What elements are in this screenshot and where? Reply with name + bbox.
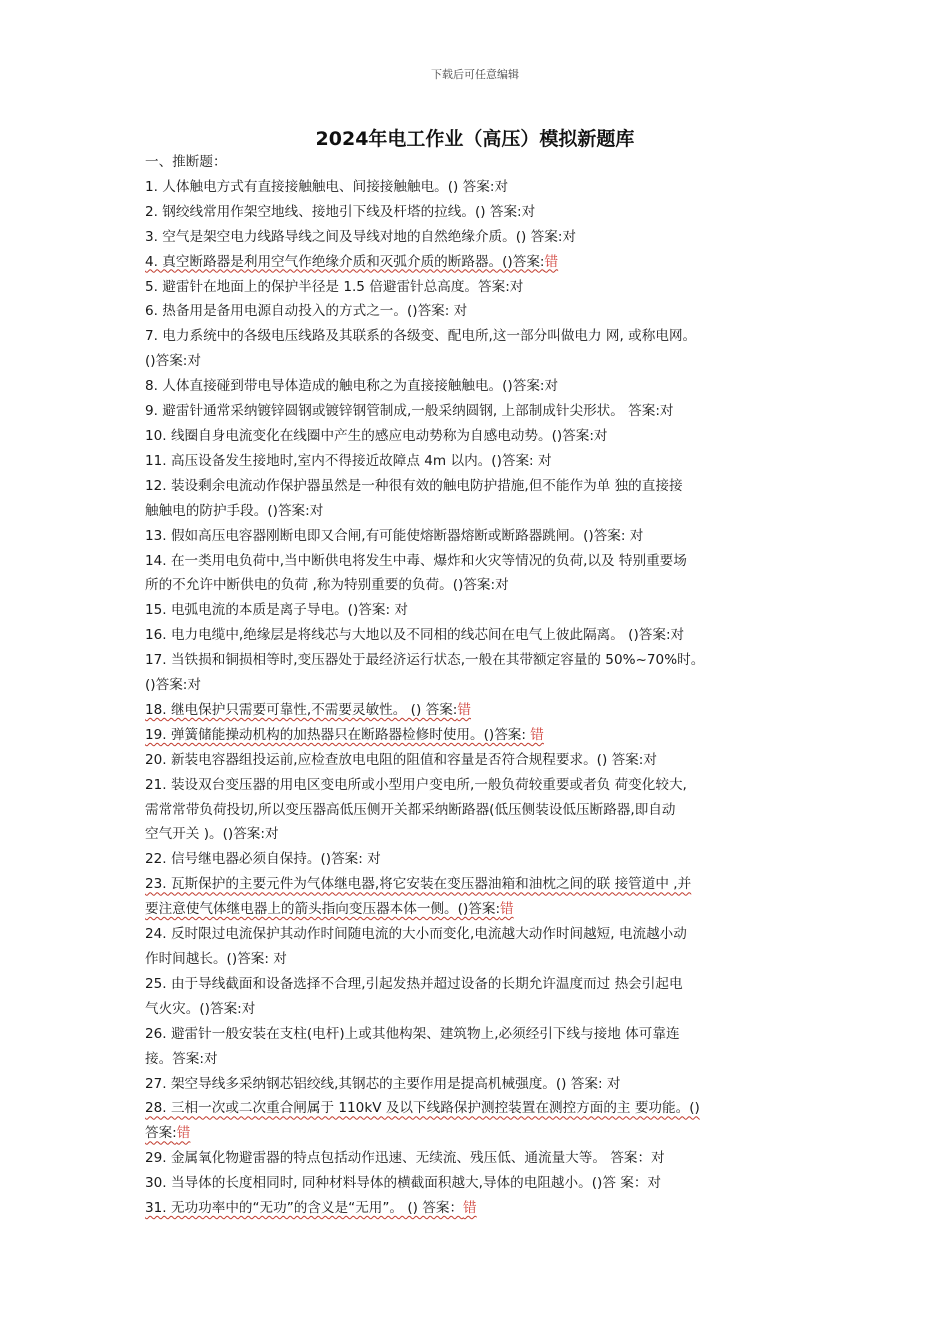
- question-text: 所的不允许中断供电的负荷 ,称为特别重要的负荷。()答案:对: [145, 577, 509, 594]
- question-text: 6. 热备用是备用电源自动投入的方式之一。()答案: 对: [145, 303, 468, 320]
- question-text: 9. 避雷针通常采纳镀锌圆钢或镀锌钢管制成,一般采纳圆钢, 上部制成针尖形状。 答案:对: [145, 403, 674, 420]
- question-line: [145, 872, 815, 897]
- question-line: [145, 1196, 815, 1221]
- question-line: [145, 299, 815, 324]
- question-line: [145, 648, 815, 673]
- question-text: 13. 假如高压电容器刚断电即又合闸,有可能使熔断器熔断或断路器跳闸。()答案: 对: [145, 527, 644, 544]
- question-text: 31. 无功功率中的“无功”的含义是“无用”。 () 答案：: [145, 1200, 464, 1217]
- question-text: 需常常带负荷投切,所以变压器高低压侧开关都采纳断路器(低压侧装设低压断路器,即自动: [145, 801, 676, 818]
- header-note: 下载后可任意编辑: [431, 68, 519, 81]
- question-line: [145, 573, 815, 598]
- question-line: [145, 1171, 815, 1196]
- question-line: [145, 349, 815, 374]
- question-text: 一、推断题：: [145, 154, 227, 170]
- question-text: 14. 在一类用电负荷中,当中断供电将发生中毒、爆炸和火灾等情况的负荷,以及 特别重要场: [145, 552, 687, 569]
- question-line: [145, 748, 815, 773]
- question-line: [145, 822, 815, 847]
- question-line: [145, 324, 815, 349]
- question-text: 空气开关 )。()答案:对: [145, 826, 279, 843]
- question-line: [145, 972, 815, 997]
- question-line: [145, 225, 815, 250]
- question-text: 20. 新装电容器组投运前,应检查放电电阻的阻值和容量是否符合规程要求。() 答案:对: [145, 751, 657, 768]
- question-line: [145, 275, 815, 300]
- question-text: 8. 人体直接碰到带电导体造成的触电称之为直接接触触电。()答案:对: [145, 378, 559, 395]
- question-line: [145, 449, 815, 474]
- question-line: [145, 698, 815, 723]
- answer-wrong-mark: 错: [530, 726, 544, 743]
- question-text: 接。答案:对: [145, 1050, 218, 1067]
- question-line: [145, 200, 815, 225]
- question-line: [145, 374, 815, 399]
- question-line: [145, 499, 815, 524]
- question-text: 触触电的防护手段。()答案:对: [145, 502, 324, 519]
- question-text: ()答案:对: [145, 677, 201, 694]
- question-text: 15. 电弧电流的本质是离子导电。()答案: 对: [145, 602, 408, 619]
- question-line: [145, 399, 815, 424]
- question-text: 30. 当导体的长度相同时, 同种材料导体的横截面积越大,导体的电阻越小。()答 案：对: [145, 1175, 662, 1192]
- question-text: 11. 高压设备发生接地时,室内不得接近故障点 4m 以内。()答案: 对: [145, 452, 552, 469]
- question-line: [145, 798, 815, 823]
- question-text: 17. 当铁损和铜损相等时,变压器处于最经济运行状态,一般在其带额定容量的 50%~70%时。: [145, 652, 705, 669]
- question-line: [145, 1047, 815, 1072]
- question-text: 29. 金属氧化物避雷器的特点包括动作迅速、无续流、残压低、通流量大等。 答案：对: [145, 1150, 665, 1167]
- question-text: 气火灾。()答案:对: [145, 1000, 256, 1017]
- question-line: [145, 524, 815, 549]
- question-line: [145, 598, 815, 623]
- answer-wrong-mark: 错: [544, 253, 559, 270]
- question-line: [145, 150, 815, 175]
- question-text: ()答案:对: [145, 353, 201, 370]
- question-line: [145, 773, 815, 798]
- question-text: 19. 弹簧储能操动机构的加热器只在断路器检修时使用。()答案:: [145, 726, 531, 743]
- question-line: [145, 1096, 815, 1121]
- question-line: [145, 723, 815, 748]
- question-text: 2. 钢绞线常用作架空地线、接地引下线及杆塔的拉线。() 答案:对: [145, 203, 536, 220]
- question-line: [145, 997, 815, 1022]
- question-text: 作时间越长。()答案: 对: [145, 951, 287, 967]
- question-text: 4. 真空断路器是利用空气作绝缘介质和灭弧介质的断路器。()答案:: [145, 253, 545, 270]
- question-line: [145, 847, 815, 872]
- question-text: 25. 由于导线截面和设备选择不合理,引起发热并超过设备的长期允许温度而过 热会引起电: [145, 975, 683, 992]
- question-line: [145, 947, 815, 972]
- question-text: 12. 装设剩余电流动作保护器虽然是一种很有效的触电防护措施,但不能作为单 独的直接接: [145, 477, 683, 494]
- question-text: 24. 反时限过电流保护其动作时间随电流的大小而变化,电流越大动作时间越短, 电流越小动: [145, 926, 687, 943]
- answer-wrong-mark: 错: [463, 1200, 477, 1217]
- question-text: 3. 空气是架空电力线路导线之间及导线对地的自然绝缘介质。() 答案:对: [145, 228, 577, 245]
- question-line: [145, 1022, 815, 1047]
- question-line: [145, 474, 815, 499]
- page-title: 2024年电工作业（高压）模拟新题库: [315, 128, 635, 150]
- question-text: 16. 电力电缆中,绝缘层是将线芯与大地以及不同相的线芯间在电气上彼此隔离。 ()答案:对: [145, 627, 685, 644]
- question-text: 28. 三相一次或二次重合闸属于 110kV 及以下线路保护测控装置在测控方面的主 要功能。(): [145, 1100, 700, 1117]
- question-line: [145, 549, 815, 574]
- question-line: [145, 424, 815, 449]
- question-line: [145, 250, 815, 275]
- question-text: 21. 装设双台变压器的用电区变电所或小型用户变电所,一般负荷较重要或者负 荷变化较大,: [145, 776, 687, 793]
- question-line: [145, 673, 815, 698]
- answer-wrong-mark: 错: [176, 1125, 191, 1142]
- question-text: 答案:: [145, 1125, 177, 1142]
- question-line: [145, 1072, 815, 1097]
- question-line: [145, 897, 815, 922]
- question-text: 10. 线圈自身电流变化在线圈中产生的感应电动势称为自感电动势。()答案:对: [145, 427, 608, 444]
- question-text: 23. 瓦斯保护的主要元件为气体继电器,将它安装在变压器油箱和油枕之间的联 接管道中 ,并: [145, 876, 692, 893]
- answer-wrong-mark: 错: [457, 701, 471, 718]
- question-line: [145, 1121, 815, 1146]
- question-line: [145, 922, 815, 947]
- question-line: [145, 175, 815, 200]
- question-list: [145, 150, 815, 1221]
- question-text: 18. 继电保护只需要可靠性,不需要灵敏性。 () 答案:: [145, 701, 458, 718]
- answer-wrong-mark: 错: [500, 901, 514, 918]
- question-text: 要注意使气体继电器上的箭头指向变压器本体一侧。()答案:: [145, 901, 501, 918]
- question-text: 7. 电力系统中的各级电压线路及其联系的各级变、配电所,这一部分叫做电力 网, 或称电网。: [145, 328, 697, 345]
- question-text: 27. 架空导线多采纳钢芯铝绞线,其钢芯的主要作用是提高机械强度。() 答案: 对: [145, 1075, 621, 1092]
- question-text: 26. 避雷针一般安装在支柱(电杆)上或其他构架、建筑物上,必须经引下线与接地 体可靠连: [145, 1025, 680, 1042]
- question-line: [145, 623, 815, 648]
- question-text: 1. 人体触电方式有直接接触触电、间接接触触电。() 答案:对: [145, 178, 509, 195]
- question-text: 22. 信号继电器必须自保持。()答案: 对: [145, 851, 381, 868]
- question-line: [145, 1146, 815, 1171]
- question-text: 5. 避雷针在地面上的保护半径是 1.5 倍避雷针总高度。答案:对: [145, 278, 524, 295]
